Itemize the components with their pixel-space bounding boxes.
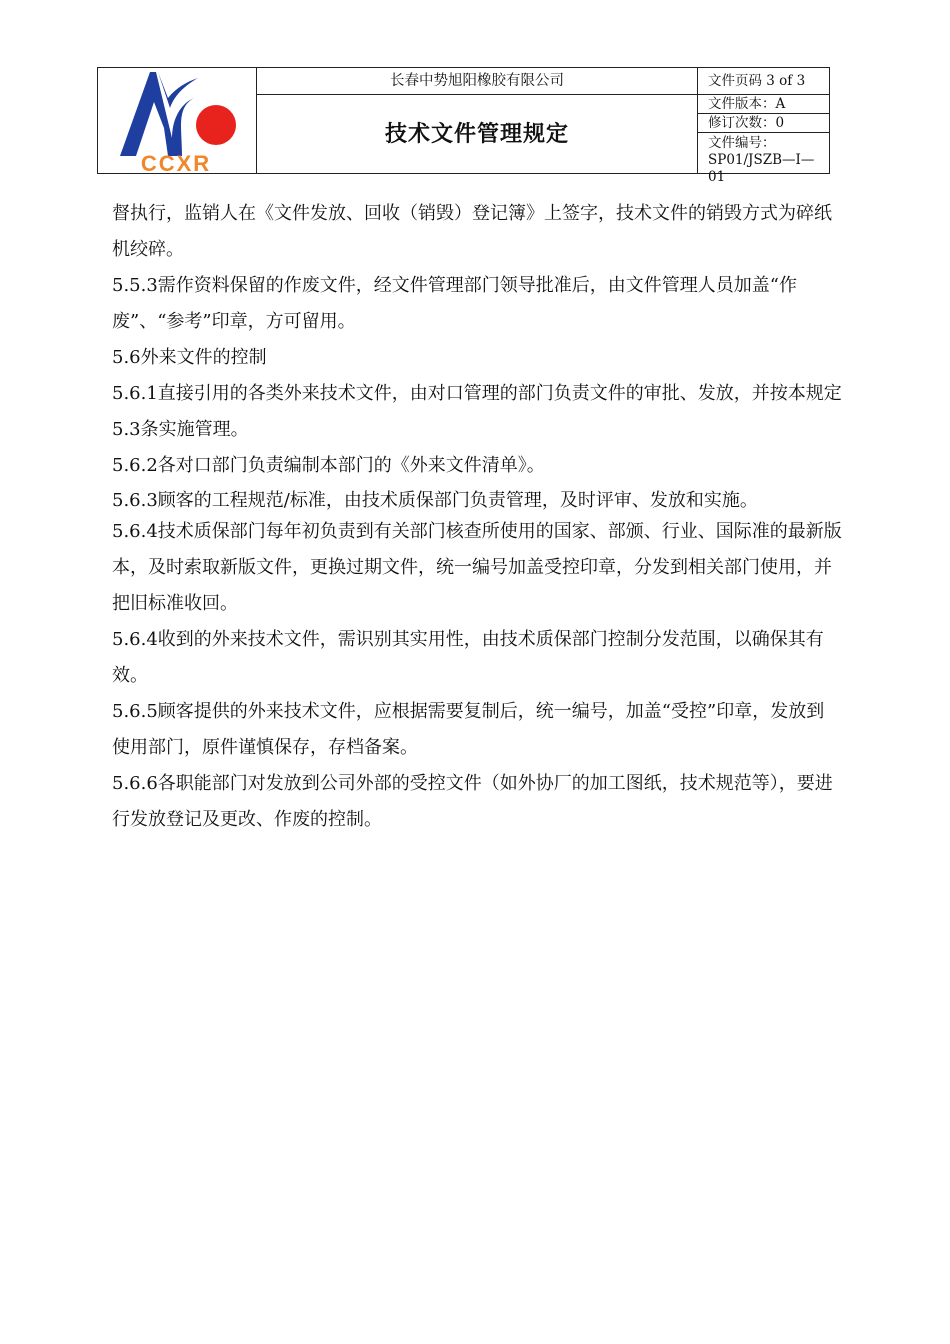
paragraph: 5.6.6各职能部门对发放到公司外部的受控文件（如外协厂的加工图纸，技术规范等），要进行发放登记及更改、作废的控制。 xyxy=(112,773,833,830)
logo-text: CCXR xyxy=(140,151,212,173)
section-heading: 5.6外来文件的控制 xyxy=(112,347,267,368)
document-number-line2: 01 xyxy=(708,169,726,185)
paragraph: 5.6.2各对口部门负责编制本部门的《外来文件清单》。 xyxy=(112,455,545,476)
company-logo xyxy=(98,68,255,173)
paragraph: 5.6.3顾客的工程规范/标准，由技术质保部门负责管理，及时评审、发放和实施。 xyxy=(112,490,758,511)
document-number-line1: 文件编号： SP01/JSZB—I— xyxy=(708,135,815,168)
document-title: 技术文件管理规定 xyxy=(384,121,569,147)
company-logo-cell xyxy=(98,68,257,173)
page-number: 文件页码 3 of 3 xyxy=(698,68,830,95)
paragraph: 5.6.4收到的外来技术文件，需识别其实用性，由技术质保部门控制分发范围，以确保其有效。 xyxy=(112,629,824,686)
paragraph: 5.6.5顾客提供的外来技术文件，应根据需要复制后，统一编号，加盖“受控”印章，发放到使用部门，原件谨慎保存，存档备案。 xyxy=(112,701,825,758)
paragraph: 督执行，监销人在《文件发放、回收（销毁）登记簿》上签字，技术文件的销毁方式为碎纸机绞碎。 xyxy=(112,203,832,260)
company-name: 长春中势旭阳橡胶有限公司 xyxy=(257,68,697,95)
paragraph: 5.5.3需作资料保留的作废文件，经文件管理部门领导批准后，由文件管理人员加盖“作废”、“参考”印章，方可留用。 xyxy=(112,275,797,332)
document-body xyxy=(112,196,842,838)
paragraph: 5.6.4技术质保部门每年初负责到有关部门核查所使用的国家、部颁、行业、国际准的最新版本，及时索取新版文件，更换过期文件，统一编号加盖受控印章，分发到相关部门使用，并把旧标准收回。 xyxy=(112,521,842,614)
document-header-table xyxy=(97,67,830,185)
document-meta xyxy=(697,68,829,185)
paragraph: 5.6.1直接引用的各类外来技术文件，由对口管理的部门负责文件的审批、发放，并按本规定5.3条实施管理。 xyxy=(112,383,842,440)
document-number xyxy=(698,133,830,185)
revision-count: 修订次数：0 xyxy=(698,114,830,133)
document-version: 文件版本：A xyxy=(698,95,830,114)
